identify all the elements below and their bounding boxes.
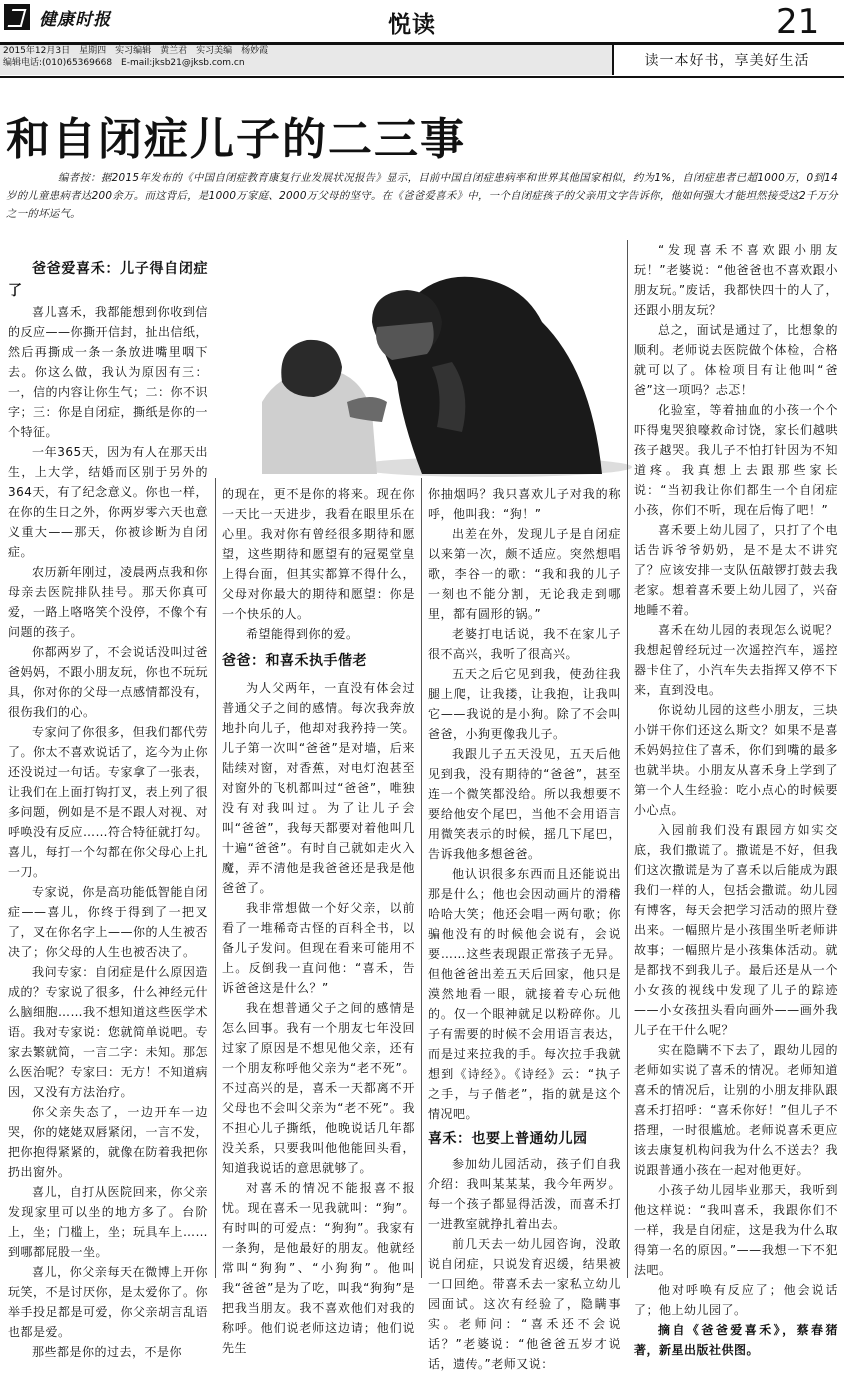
paragraph: 为人父两年，一直没有体会过普通父子之间的感情。每次我奔放地扑向儿子，他却对我矜持一笑。儿子第一次叫“爸爸”是对墙，后来陆续对窗，对香蕉，对电灯泡甚至对窗外的飞机都叫过“爸爸”，唯独没有对我叫过。为了让儿子会叫“爸爸”，我每天都要对着他叫几十遍“爸爸”。有时自己就如走火入魔，弄不清他是我爸爸还是我是他爸爸了。 bbox=[222, 681, 415, 895]
paragraph: 前几天去一幼儿园咨询，没敢说自闭症，只说发育迟缓，结果被一口回绝。带喜禾去一家私立幼儿园面试。这次有经验了，隐瞒事实。老师问：“喜禾还不会说话？”老婆说：“他爸爸五岁才说话，遗传。”老师又说： bbox=[428, 1237, 621, 1371]
paragraph: 我非常想做一个好父亲，以前看了一堆稀奇古怪的百科全书，以备儿子发问。但现在看来可能用不上。反倒我一直问他：“喜禾，告诉爸爸这是什么？” bbox=[222, 901, 415, 995]
paragraph: 入园前我们没有跟园方如实交底，我们撒谎了。撒谎是不好，但我们这次撒谎是为了喜禾以后能成为跟我们一样的人，包括会撒谎。幼儿园有博客，每天会把学习活动的照片登出来。一幅照片是小孩围坐听老师讲故事；一幅照片是小孩集体活动。就是都找不到我儿子。最后还是从一个小女孩的视线中发现了儿子的踪迹——小女孩扭头看向画外——画外我儿子在干什么呢？ bbox=[634, 823, 838, 1037]
article-column-4 bbox=[634, 240, 838, 1357]
article-column-2 bbox=[222, 484, 415, 1355]
paragraph: 化验室，等着抽血的小孩一个个吓得鬼哭狼嚎救命讨饶，家长们越哄孩子越哭。我儿子不怕打针因为不知道疼。我真想上去跟那些家长说：“当初我让你们都生一个自闭症小孩，你们不听，现在后悔了吧！” bbox=[634, 403, 838, 517]
paragraph: 专家问了你很多，但我们都代劳了。你太不喜欢说话了，迄今为止你还没说过一句话。专家拿了一张表，让我们在上面打钩打叉，表上列了很多问题，例如是不是不跟人对视、对呼唤没有反应……符合特征就打勾。喜儿，每打一个勾都在你父母心上扎一刀。 bbox=[8, 725, 209, 879]
issue-meta bbox=[0, 45, 614, 75]
paragraph: 总之，面试是通过了，比想象的顺利。老师说去医院做个体检，合格就可以了。体检项目有让他叫“爸爸”这一项吗？忐忑！ bbox=[634, 323, 838, 397]
paragraph: 你抽烟吗？我只喜欢儿子对我的称呼，他叫我：“狗！” bbox=[428, 487, 621, 521]
logo-mark-icon bbox=[4, 4, 30, 30]
paragraph: 对喜禾的情况不能报喜不报忧。现在喜禾一见我就叫：“狗”。有时叫的可爱点：“狗狗”。我家有一条狗，是他最好的朋友。他就经常叫“狗狗”、“小狗狗”。他叫我“爸爸”是为了吃，叫我“狗狗”是把我当朋友。我不喜欢他们对我的称呼。他们说老师这边请；他们说先生 bbox=[222, 1181, 415, 1355]
article-column-3 bbox=[428, 484, 621, 1371]
paragraph: 五天之后它见到我，使劲往我腿上爬，让我搂，让我抱，让我叫它——我说的是小狗。除了不会叫爸爸，小狗更像我儿子。 bbox=[428, 667, 621, 741]
masthead-bottom-rule bbox=[0, 76, 844, 78]
paragraph: 农历新年刚过，凌晨两点我和你母亲去医院排队挂号。那天你真可爱，一路上咯咯笑个没停，不像个有问题的孩子。 bbox=[8, 565, 209, 639]
paragraph: 喜禾要上幼儿园了，只打了个电话告诉爷爷奶奶，是不是太不讲究了？应该安排一支队伍敲锣打鼓去我老家。想着喜禾要上幼儿园了，兴奋地睡不着。 bbox=[634, 523, 838, 617]
photo-illustration bbox=[222, 252, 612, 474]
paragraph: 老婆打电话说，我不在家儿子很不高兴，我听了很高兴。 bbox=[428, 627, 621, 661]
subheading: 喜禾：也要上普通幼儿园 bbox=[428, 1131, 588, 1147]
paragraph: “发现喜禾不喜欢跟小朋友玩！”老婆说：“他爸爸也不喜欢跟小朋友玩。”废话，我都快四十的人了，还跟小朋友玩？ bbox=[634, 243, 838, 317]
page-number: 21 bbox=[776, 2, 820, 42]
editor-note: 编者按：据2015年发布的《中国自闭症教育康复行业发展状况报告》显示，目前中国自闭症患病率和世界其他国家相似，约为1%，自闭症患者已超1000万，0到14岁的儿童患病者达200余万。而这背后，是1000万家庭、2000万父母的坚守。在《爸爸爱喜禾》中，一个自闭症孩子的父亲用文字告诉你，他如何强大才能坦然接受这2千万分之一的坏运气。 bbox=[6, 172, 838, 220]
paragraph: 我问专家：自闭症是什么原因造成的？专家说了很多，什么神经元什么脑细胞……我不想知道这些医学术语。我对专家说：您就简单说吧。专家去繁就简，一言二字：未知。那怎么医治呢？专家曰：无方！不知道病因，又没有方法治疗。 bbox=[8, 965, 209, 1099]
paragraph: 他认识很多东西而且还能说出那是什么；他也会因动画片的滑稽哈哈大笑；他还会唱一两句歌；你骗他没有的时候他会说有，会说要……这些表现跟正常孩子无异。但他爸爸出差五天后回家，他只是漠然地看一眼，就接着专心玩他的。仅一个眼神就足以粉碎你。儿子有需要的时候不会用语言表达，而是过来拉我的手。每次拉手我就想到《诗经》。《诗经》云：“执子之手，与子偕老”，指的就是这个情况吧。 bbox=[428, 867, 621, 1121]
paragraph: 你说幼儿园的这些小朋友，三块小饼干你们还这么斯文？如果不是喜禾妈妈拉住了喜禾，你们到嘴的最多也就半块。小朋友从喜禾身上学到了第一个人生经验：吃小点心的时候要小心点。 bbox=[634, 703, 838, 817]
column-rule bbox=[215, 478, 216, 1278]
editor-contact: 编辑电话:(010)65369668 E-mail:jksb21@jksb.com.cn bbox=[3, 58, 245, 68]
newspaper-logo bbox=[4, 4, 154, 38]
article-column-1 bbox=[8, 258, 209, 1359]
paragraph: 我在想普通父子之间的感情是怎么回事。我有一个朋友七年没回过家了原因是不想见他父亲，还有一个朋友称呼他父亲为“老不死”。不过高兴的是，喜禾一天都离不开父母也不会叫父亲为“老不死”。我不担心儿子撕纸，他晚说话几年都没关系，只要我叫他他能回头看，知道我说话的意思就够了。 bbox=[222, 1001, 415, 1175]
paragraph: 你父亲失态了，一边开车一边哭，你的姥姥双唇紧闭，一言不发，把你抱得紧紧的，就像在防着我把你扔出窗外。 bbox=[8, 1105, 209, 1179]
paragraph: 喜儿喜禾，我都能想到你收到信的反应——你撕开信封，扯出信纸，然后再撕成一条一条放进嘴里咽下去。你这么做，我认为原因有三：一，信的内容让你生气；二：你不识字；三：你是自闭症，撕纸是你的一个特征。 bbox=[8, 305, 209, 439]
paragraph: 那些都是你的过去，不是你 bbox=[32, 1345, 183, 1359]
section-title: 悦读 bbox=[388, 12, 436, 38]
column-rule bbox=[421, 478, 422, 1278]
column-rule bbox=[627, 240, 628, 1278]
paragraph: 他对呼唤有反应了；他会说话了；他上幼儿园了。 bbox=[634, 1283, 838, 1317]
paragraph: 专家说，你是高功能低智能自闭症——喜儿，你终于得到了一把叉了，叉在你名字上——你的人生被否决了；你父母的人生也被否决了。 bbox=[8, 885, 209, 959]
paragraph: 参加幼儿园活动，孩子们自我介绍：我叫某某某，我今年两岁。每一个孩子都显得活泼，而喜禾打一进教室就挣扎着出去。 bbox=[428, 1157, 621, 1231]
paragraph: 你都两岁了，不会说话没叫过爸爸妈妈，不跟小朋友玩，你也不玩玩具，你对你的父母一点感情都没有，很伤我们的心。 bbox=[8, 645, 209, 719]
subheading: 爸爸：和喜禾执手偕老 bbox=[222, 653, 367, 669]
paragraph: 喜禾在幼儿园的表现怎么说呢？我想起曾经玩过一次遥控汽车，遥控器卡住了，小汽车失去指挥又停不下来，直到没电。 bbox=[634, 623, 838, 697]
paragraph: 喜儿，你父亲每天在微博上开你玩笑，不是讨厌你，是太爱你了。你举手投足都是可爱，你父亲胡言乱语也都是爱。 bbox=[8, 1265, 209, 1339]
paragraph: 喜儿，自打从医院回来，你父亲发现家里可以坐的地方多了。台阶上，坐；门槛上，坐；玩具车上……到哪都屁股一坐。 bbox=[8, 1185, 209, 1259]
father-and-son-photo bbox=[222, 252, 612, 474]
issue-date-editors: 2015年12月3日 星期四 实习编辑 黄兰君 实习美编 杨妙霞 bbox=[3, 46, 269, 56]
paragraph: 的现在，更不是你的将来。现在你一天比一天进步，我看在眼里乐在心里。我对你有曾经很多期待和愿望，这些期待和愿望有的冠冕堂皇上得台面，但其实都算不得什么，父母对你最大的期待和愿望：你是一个快乐的人。 bbox=[222, 487, 415, 621]
paragraph: 出差在外，发现儿子是自闭症以来第一次，颇不适应。突然想唱歌，李谷一的歌：“我和我的儿子一刻也不能分割，无论我走到哪里，都有圆形的锅。” bbox=[428, 527, 621, 621]
article-headline: 和自闭症儿子的二三事 bbox=[6, 114, 466, 165]
paragraph: 我跟儿子五天没见，五天后他见到我，没有期待的“爸爸”，甚至连一个微笑都没给。所以我想要不要给他安个尾巴，当他不会用语言用微笑表示的时候，摇几下尾巴，告诉我他多想爸爸。 bbox=[428, 747, 621, 861]
source-credit: 摘自《爸爸爱喜禾》，蔡春猪著，新星出版社供图。 bbox=[634, 1323, 838, 1357]
slogan: 读一本好书，享美好生活 bbox=[644, 53, 810, 69]
subheading: 爸爸爱喜禾：儿子得自闭症了 bbox=[8, 261, 208, 299]
paragraph: 希望能得到你的爱。 bbox=[246, 627, 359, 641]
paragraph: 一年365天，因为有人在那天出生，上大学，结婚而区别于另外的364天，有了纪念意义。你也一样，在你的生日之外，你两岁零六天也意义重大——那天，你被诊断为自闭症。 bbox=[8, 445, 209, 559]
paragraph: 实在隐瞒不下去了，跟幼儿园的老师如实说了喜禾的情况。老师知道喜禾的情况后，让别的小朋友排队跟喜禾打招呼：“喜禾你好！”但儿子不搭理，一时很尴尬。老师说喜禾更应该去康复机构问我为什么不送去？我说跟普通小孩在一起对他更好。 bbox=[634, 1043, 838, 1177]
paragraph: 小孩子幼儿园毕业那天，我听到他这样说：“我叫喜禾，我跟你们不一样，我是自闭症，这是我为什么取得第一名的原因。”——我想一下不犯法吧。 bbox=[634, 1183, 838, 1277]
logo-text: 健康时报 bbox=[39, 9, 112, 30]
